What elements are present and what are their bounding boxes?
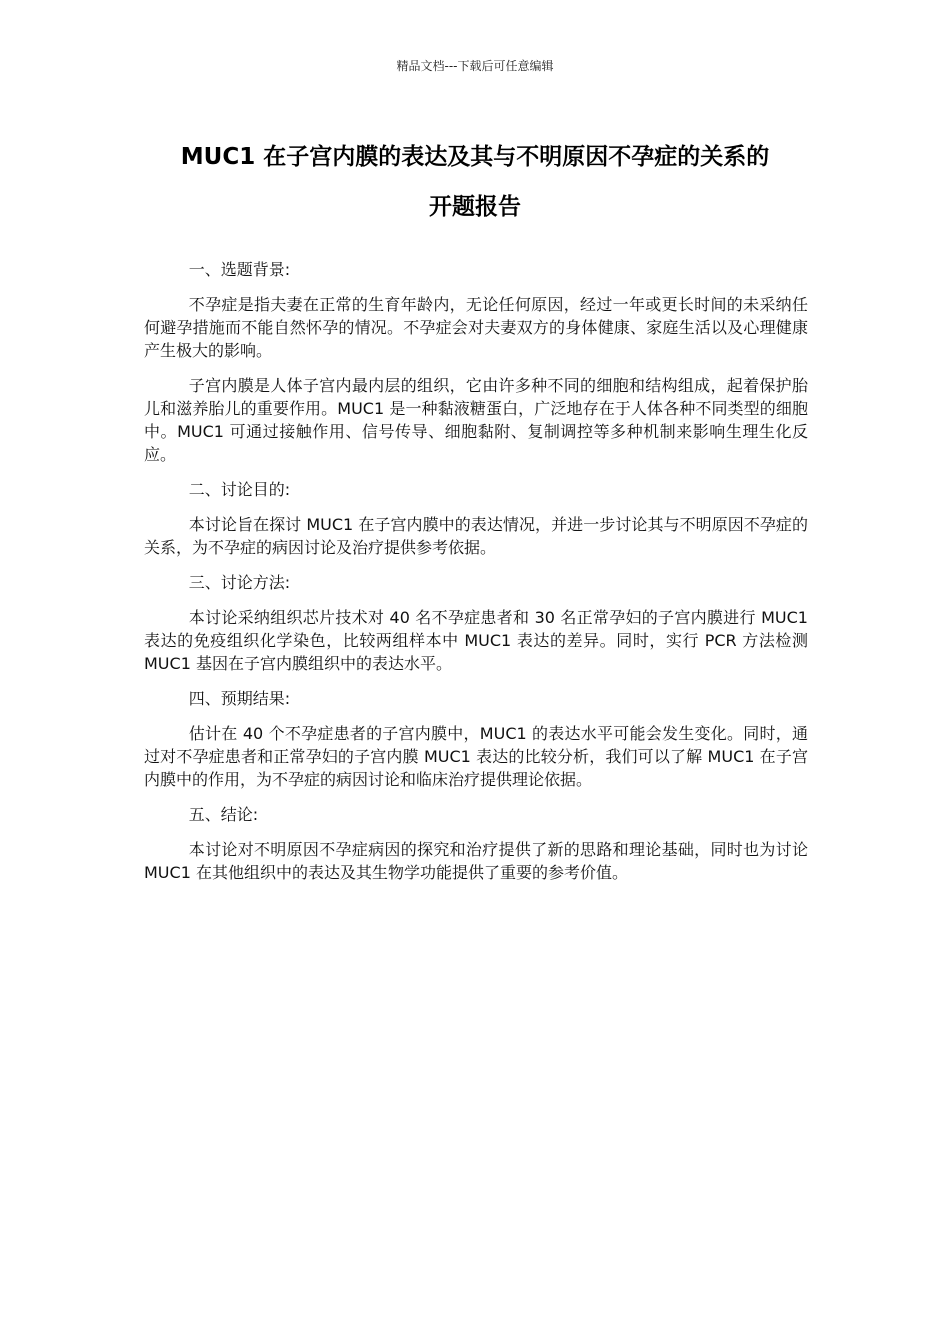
document-title xyxy=(140,132,810,232)
section-heading-conclusion: 五、结论: xyxy=(188,805,259,824)
paragraph-purpose: 本讨论旨在探讨 MUC1 在子宫内膜中的表达情况，并进一步讨论其与不明原因不孕症的关系，为不孕症的病因讨论及治疗提供参考依据。 xyxy=(144,515,808,557)
section-heading-purpose: 二、讨论目的: xyxy=(188,480,291,499)
paragraph-conclusion: 本讨论对不明原因不孕症病因的探究和治疗提供了新的思路和理论基础，同时也为讨论 MUC1 在其他组织中的表达及其生物学功能提供了重要的参考价值。 xyxy=(144,840,808,882)
paragraph-method: 本讨论采纳组织芯片技术对 40 名不孕症患者和 30 名正常孕妇的子宫内膜进行 MUC1 表达的免疫组织化学染色，比较两组样本中 MUC1 表达的差异。同时，实行 PCR 方法检测 MUC1 基因在子宫内膜组织中的表达水平。 xyxy=(144,608,808,673)
title-line-1: MUC1 在子宫内膜的表达及其与不明原因不孕症的关系的 xyxy=(180,144,770,170)
header-note: 精品文档---下载后可任意编辑 xyxy=(396,59,554,73)
section-heading-background: 一、选题背景: xyxy=(188,260,291,279)
paragraph-expected-results: 估计在 40 个不孕症患者的子宫内膜中，MUC1 的表达水平可能会发生变化。同时，通过对不孕症患者和正常孕妇的子宫内膜 MUC1 表达的比较分析，我们可以了解 MUC1 在子宫内膜中的作用，为不孕症的病因讨论和临床治疗提供理论依据。 xyxy=(144,724,808,789)
paragraph-background-2: 子宫内膜是人体子宫内最内层的组织，它由许多种不同的细胞和结构组成，起着保护胎儿和滋养胎儿的重要作用。MUC1 是一种黏液糖蛋白，广泛地存在于人体各种不同类型的细胞中。MUC1 可通过接触作用、信号传导、细胞黏附、复制调控等多种机制来影响生理生化反应。 xyxy=(144,376,808,464)
title-line-2: 开题报告 xyxy=(429,194,521,220)
section-heading-method: 三、讨论方法: xyxy=(188,573,291,592)
paragraph-background-1: 不孕症是指夫妻在正常的生育年龄内，无论任何原因，经过一年或更长时间的未采纳任何避孕措施而不能自然怀孕的情况。不孕症会对夫妻双方的身体健康、家庭生活以及心理健康产生极大的影响。 xyxy=(144,295,808,360)
section-heading-expected-results: 四、预期结果: xyxy=(188,689,291,708)
document-body xyxy=(144,258,808,896)
